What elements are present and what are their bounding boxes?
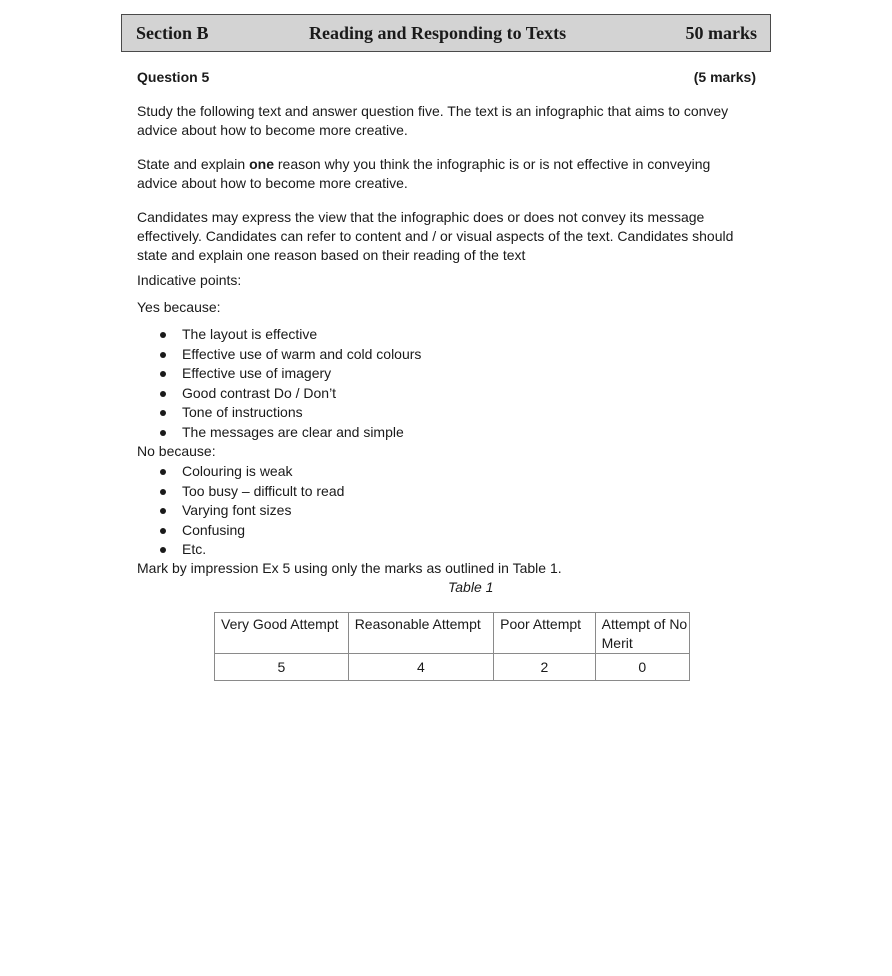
yes-because-label: Yes because: (137, 299, 221, 315)
section-title: Reading and Responding to Texts (309, 23, 567, 43)
list-item-text: The messages are clear and simple (182, 423, 404, 440)
bullet-icon (160, 528, 166, 534)
list-item-text: Varying font sizes (182, 502, 292, 519)
section-header (121, 14, 771, 52)
bullet-icon (160, 547, 166, 553)
list-item (156, 521, 344, 541)
list-item-text: Good contrast Do / Don’t (182, 384, 337, 401)
bullet-icon (160, 352, 166, 358)
bullet-icon (160, 371, 166, 377)
list-item (156, 501, 344, 521)
table-header-cell: Very Good Attempt (215, 613, 349, 654)
question-marks: (5 marks) (693, 69, 756, 85)
intro-paragraph: Study the following text and answer question five. The text is an infographic that aims to convey advice about how to become more creative. (137, 103, 729, 138)
list-item (156, 384, 421, 404)
table-cell: 4 (348, 654, 493, 681)
table-header-cell: Attempt of No Merit (595, 613, 689, 654)
table-header-cell: Reasonable Attempt (348, 613, 493, 654)
section-label: Section B (136, 23, 209, 43)
table-cell: 2 (494, 654, 596, 681)
list-item (156, 482, 344, 502)
table-row (215, 654, 690, 681)
table-header-cell: Poor Attempt (494, 613, 596, 654)
marks-table (214, 612, 690, 681)
list-item-text: Effective use of imagery (182, 365, 332, 382)
bullet-icon (160, 469, 166, 475)
list-item-text: Effective use of warm and cold colours (182, 345, 422, 362)
list-item-text: Tone of instructions (182, 404, 303, 421)
bullet-icon (160, 489, 166, 495)
list-item (156, 325, 421, 345)
list-item (156, 345, 421, 365)
list-item (156, 403, 421, 423)
bullet-icon (160, 332, 166, 338)
list-item-text: The layout is effective (182, 326, 318, 342)
list-item-text: Confusing (182, 521, 246, 538)
section-marks: 50 marks (685, 23, 757, 43)
question-label: Question 5 (137, 69, 210, 85)
list-item (156, 540, 344, 560)
bullet-icon (160, 410, 166, 416)
list-item (156, 462, 344, 482)
bullet-icon (160, 430, 166, 436)
table-header-row (215, 613, 690, 654)
bullet-icon (160, 391, 166, 397)
task-text-before: State and explain (137, 156, 250, 172)
yes-points-list (156, 325, 421, 443)
list-item (156, 364, 421, 384)
table-caption: Table 1 (448, 579, 494, 595)
no-because-label: No because: (137, 443, 216, 459)
bullet-icon (160, 508, 166, 514)
task-paragraph (137, 155, 747, 193)
no-points-list (156, 462, 344, 560)
list-item-text: Colouring is weak (182, 463, 293, 479)
task-text-after: reason why you think the infographic is or is not effective in conveying advice about how to become more creative. (137, 156, 711, 191)
mark-instruction: Mark by impression Ex 5 using only the marks as outlined in Table 1. (137, 560, 562, 576)
guidance-paragraph: Candidates may express the view that the infographic does or does not convey its message effectively. Candidates can refer to content and / or visual aspects of the text. Candidates should state and explain one reason based on their reading of the text (137, 209, 734, 263)
list-item (156, 423, 421, 443)
indicative-points-label: Indicative points: (137, 272, 242, 288)
list-item-text: Too busy – difficult to read (182, 482, 345, 499)
table-cell: 5 (215, 654, 349, 681)
task-text-bold: one (249, 156, 274, 172)
table-cell: 0 (595, 654, 689, 681)
list-item-text: Etc. (182, 541, 207, 558)
